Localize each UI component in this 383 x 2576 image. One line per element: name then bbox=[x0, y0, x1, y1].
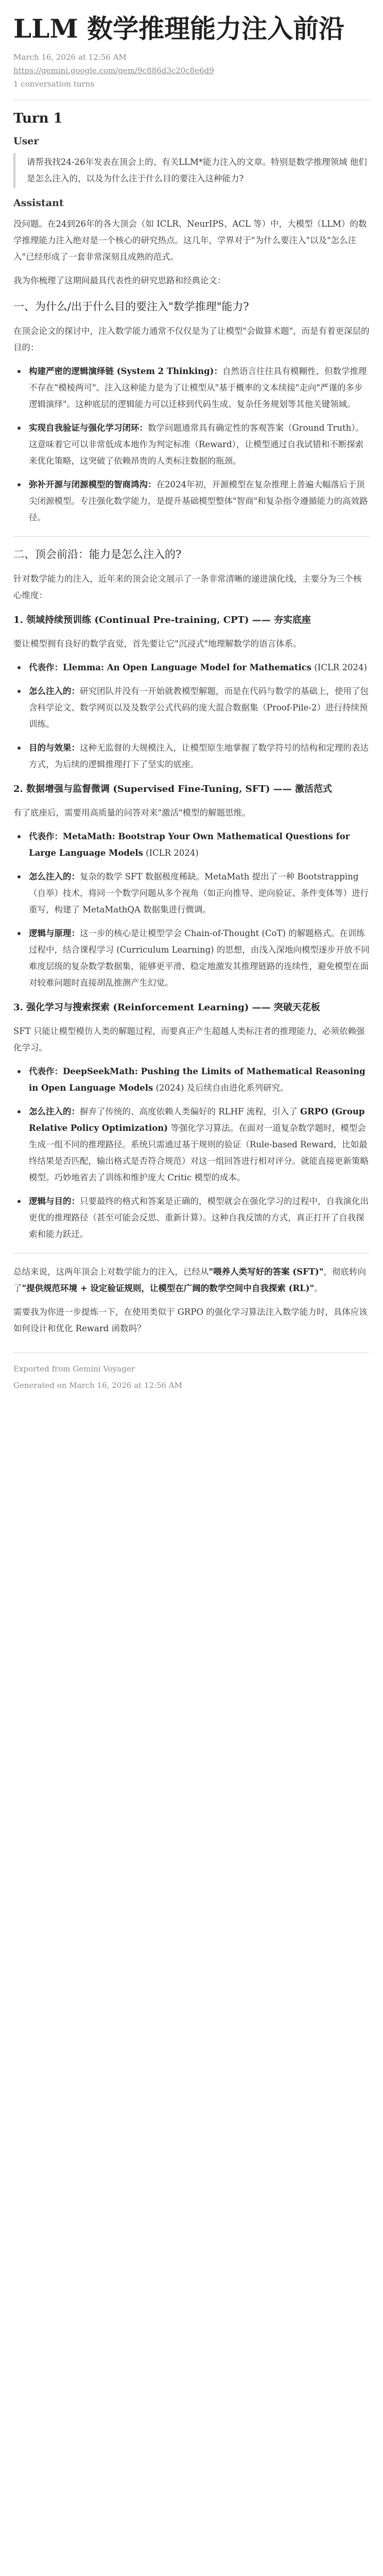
list-item: 代表作：DeepSeekMath: Pushing the Limits of Mathematical Reasoning in Open Language Models (2024) 及后续自由进化系列研究。 bbox=[29, 1063, 370, 1096]
list-item: 怎么注入的：摒弃了传统的、高度依赖人类偏好的 RLHF 流程，引入了 GRPO (Group Relative Policy Optimization) 等强化学习算法。在面对一道复杂数学题时，模型会生成一组不同的推理路径。系统只需通过基于规则的验证（Rule-based Reward，比如最终结果是否匹配，输出格式是否符合规范）对这一组回答进行相对评分。就能直接更新策略模型。巧妙地省去了训练和维护庞大 Critic 模型的成本。 bbox=[29, 1104, 370, 1186]
subsection-2-lead: 有了底座后，需要用高质量的问答对来"激活"模型的解题思维。 bbox=[13, 808, 251, 818]
subsection-3-list bbox=[13, 1063, 370, 1243]
date-text: March 16, 2026 at 12:56 AM bbox=[13, 53, 127, 62]
list-item: 怎么注入的：复杂的数学 SFT 数据极度稀缺。MetaMath 提出了一种 Bootstrapping（自举）技术，将同一个数学问题从多个视角（如正向推导、逆向验证、条件变体等）进行重写，构建了 MetaMathQA 数据集进行微调。 bbox=[29, 869, 370, 918]
list-item: 逻辑与目的：只要最终的格式和答案是正确的，模型就会在强化学习的过程中，自我演化出更优的推理路径（甚至可能会反思、重新计算）。这种自我反馈的方式，真正打开了自我探索和能力跃迁。 bbox=[29, 1193, 370, 1243]
turn-count: 1 conversation turns bbox=[13, 79, 95, 89]
subsection-3-heading: 3. 强化学习与搜索探索 (Reinforcement Learning) —— 突破天花板 bbox=[13, 1002, 320, 1013]
subsection-3-lead: SFT 只能让模型模仿人类的解题过程，而要真正产生超越人类标注者的推理能力，必须依赖强化学习。 bbox=[13, 1026, 365, 1053]
list-item: 代表作：Llemma: An Open Language Model for Mathematics (ICLR 2024) bbox=[29, 659, 370, 676]
generated-note: Generated on March 16, 2026 at 12:56 AM bbox=[13, 1381, 183, 1390]
list-item: 构建严密的逻辑演绎链 (System 2 Thinking)：自然语言往往具有模糊性、但数学推理不存在"模棱两可"。注入这种能力是为了让模型从"基于概率的文本续接"走向"严谨的多步逻辑演绎"。这种底层的逻辑能力可以迁移到代码生成、复杂任务规划等其他关键领域。 bbox=[29, 363, 370, 413]
list-item: 逻辑与原理：这一步的核心是让模型学会 Chain-of-Thought (CoT) 的解题格式。在训练过程中，结合课程学习 (Curriculum Learning) 的思想，由浅入深地向模型逐步开放不同难度层级的复杂数学数据集，能够更平滑、稳定地激发其推理链路的连续性，避免模型在面对较难问题时直接胡乱推测产生幻觉。 bbox=[29, 925, 370, 991]
turn-heading: Turn 1 bbox=[13, 111, 63, 126]
divider bbox=[13, 1352, 370, 1353]
answer-intro2: 我为你梳理了这期间最具代表性的研究思路和经典论文： bbox=[13, 276, 226, 285]
list-item: 弥补开源与闭源模型的智商鸿沟：在2024年初，开源模型在复杂推理上普遍大幅落后于顶尖闭源模型。专注强化数学能力，是提升基础模型整体"智商"和复杂指令遵循能力的高效路径。 bbox=[29, 477, 370, 526]
user-label: User bbox=[13, 135, 39, 147]
subsection-2-list bbox=[13, 828, 370, 991]
assistant-label: Assistant bbox=[13, 197, 64, 209]
source-link[interactable]: https://gemini.google.com/gem/9c886d3c20c8e6d9 bbox=[13, 66, 214, 75]
export-note: Exported from Gemini Voyager bbox=[13, 1364, 135, 1374]
list-item: 怎么注入的：研究团队并没有一开始就教模型解题，而是在代码与数学的基础上，使用了包含科学论文、数学网页以及及数学公式代码的庞大混合数据集（Proof-Pile-2）进行持续预训练。 bbox=[29, 683, 370, 733]
section-2-lead: 针对数学能力的注入，近年来的顶会论文展示了一条非常清晰的递进演化线，主要分为三个核心维度： bbox=[13, 574, 362, 600]
summary-paragraph: 总结来说，这两年顶会上对数学能力的注入，已经从"喂养人类写好的答案 (SFT)"，彻底转向了"提供规范环境 + 设定验证规则，让模型在广阔的数学空间中自我探索 (RL)"。 bbox=[13, 1267, 366, 1293]
subsection-2-heading: 2. 数据增强与监督微调 (Supervised Fine-Tuning, SFT) —— 激活范式 bbox=[13, 784, 333, 794]
subsection-1-heading: 1. 领域持续预训练 (Continual Pre-training, CPT) —— 夯实底座 bbox=[13, 615, 311, 625]
closing-paragraph: 需要我为你进一步提炼一下，在使用类似于 GRPO 的强化学习算法注入数学能力时，具体应该如何设计和优化 Reward 函数吗？ bbox=[13, 1307, 368, 1333]
list-item: 实现自我验证与强化学习闭环：数学问题通常具有确定性的客观答案（Ground Truth）。这意味着它可以非常低成本地作为判定标准（Reward），让模型通过自我试错和不断探索来优化策略，这突破了依赖昂贵的人类标注数据的瓶颈。 bbox=[29, 420, 370, 469]
subsection-1-lead: 要让模型拥有良好的数学直觉，首先要让它"沉浸式"地理解数学的语言体系。 bbox=[13, 639, 302, 649]
section-1-lead: 在顶会论文的探讨中，注入数学能力通常不仅仅是为了让模型"会做算术题"，而是有着更深层的目的： bbox=[13, 326, 370, 352]
answer-intro: 没问题。在24到26年的各大顶会（如 ICLR、NeurIPS、ACL 等）中，大模型（LLM）的数学推理能力注入绝对是一个核心的研究热点。这几年，学界对于"为什么要注入"以及"怎么注入"已经形成了一套非常深刻且成熟的范式。 bbox=[13, 219, 367, 262]
subsection-1-list bbox=[13, 659, 370, 773]
section-2-heading: 二、顶会前沿：能力是怎么注入的? bbox=[13, 548, 182, 561]
user-message: 请帮我找24-26年发表在顶会上的、有关LLM*能力注入的文章。特别是数学推理领域 他们是怎么注入的，以及为什么注于什么目的要注入这种能力? bbox=[13, 153, 370, 188]
section-1-heading: 一、为什么/出于什么目的要注入"数学推理"能力? bbox=[13, 300, 249, 313]
divider bbox=[13, 536, 370, 537]
list-item: 代表作：MetaMath: Bootstrap Your Own Mathematical Questions for Large Language Models (ICLR 2024) bbox=[29, 828, 370, 861]
section-1-list bbox=[13, 363, 370, 526]
page-title: LLM 数学推理能力注入前沿 bbox=[13, 13, 345, 44]
list-item: 目的与效果：这种无监督的大规模注入，让模型原生地掌握了数学符号的结构和定理的表达方式，为后续的逻辑推理打下了坚实的底座。 bbox=[29, 740, 370, 773]
